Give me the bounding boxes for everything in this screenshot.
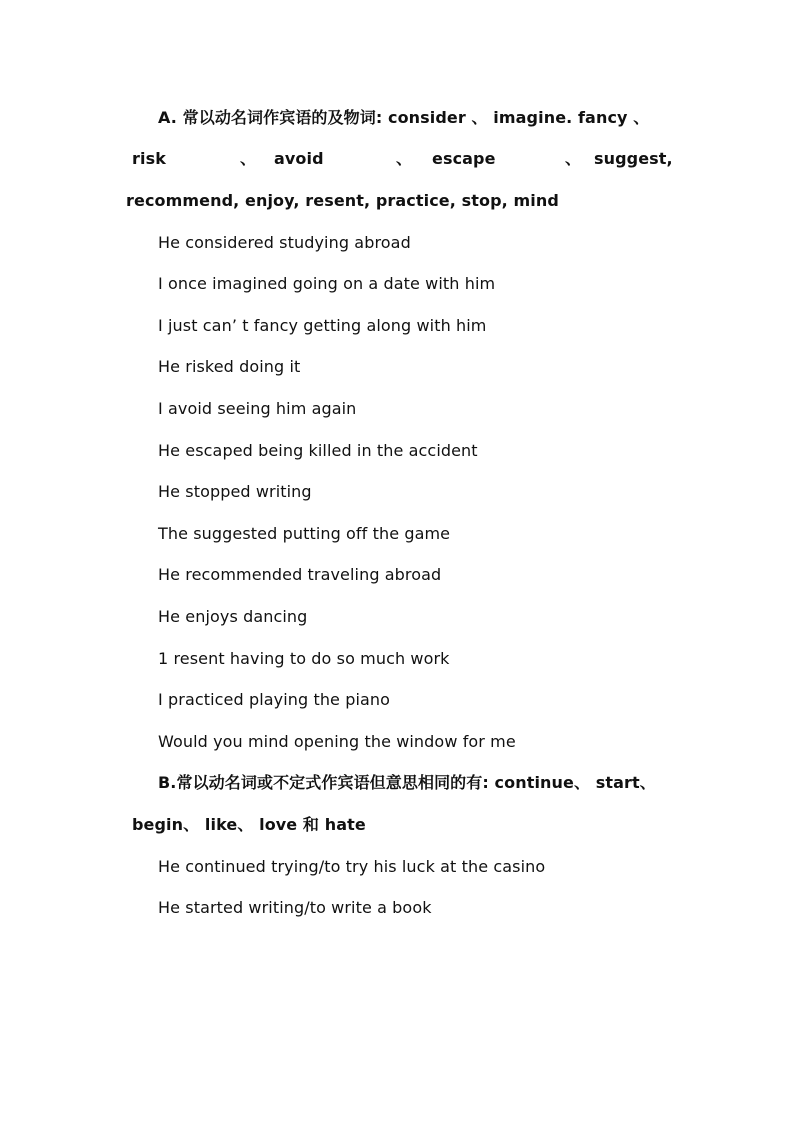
section-a-heading-verbs-line: recommend, enjoy, resent, practice, stop, mind <box>126 191 559 210</box>
verb-escape: escape <box>432 149 496 168</box>
example-sentence: He stopped writing <box>158 482 312 501</box>
example-sentence: He enjoys dancing <box>158 607 308 626</box>
separator: 、 <box>565 149 582 168</box>
example-sentence: I avoid seeing him again <box>158 399 357 418</box>
example-sentence: I once imagined going on a date with him <box>158 274 496 293</box>
example-sentence: He escaped being killed in the accident <box>158 441 478 460</box>
separator: 、 <box>396 149 413 168</box>
verb-risk: risk <box>132 149 166 168</box>
section-b-heading: B.常以动名词或不定式作宾语但意思相同的有: continue、 start、 <box>158 773 656 792</box>
verb-avoid: avoid <box>274 149 324 168</box>
example-sentence: 1 resent having to do so much work <box>158 649 450 668</box>
example-sentence: Would you mind opening the window for me <box>158 732 516 751</box>
example-sentence: I just can’ t fancy getting along with him <box>158 316 487 335</box>
example-sentence: He considered studying abroad <box>158 233 411 252</box>
section-a-heading: A. 常以动名词作宾语的及物词: consider 、 imagine. fancy 、 <box>158 108 650 127</box>
separator: 、 <box>240 149 257 168</box>
example-sentence: I practiced playing the piano <box>158 690 391 709</box>
example-sentence: He risked doing it <box>158 357 301 376</box>
example-sentence: He started writing/to write a book <box>158 898 432 917</box>
verb-suggest: suggest, <box>594 149 673 168</box>
section-a-heading-verbs-row <box>0 149 794 169</box>
section-b-heading-verbs-line: begin、 like、 love 和 hate <box>132 815 366 834</box>
example-sentence: He continued trying/to try his luck at the casino <box>158 857 546 876</box>
example-sentence: The suggested putting off the game <box>158 524 451 543</box>
example-sentence: He recommended traveling abroad <box>158 565 442 584</box>
